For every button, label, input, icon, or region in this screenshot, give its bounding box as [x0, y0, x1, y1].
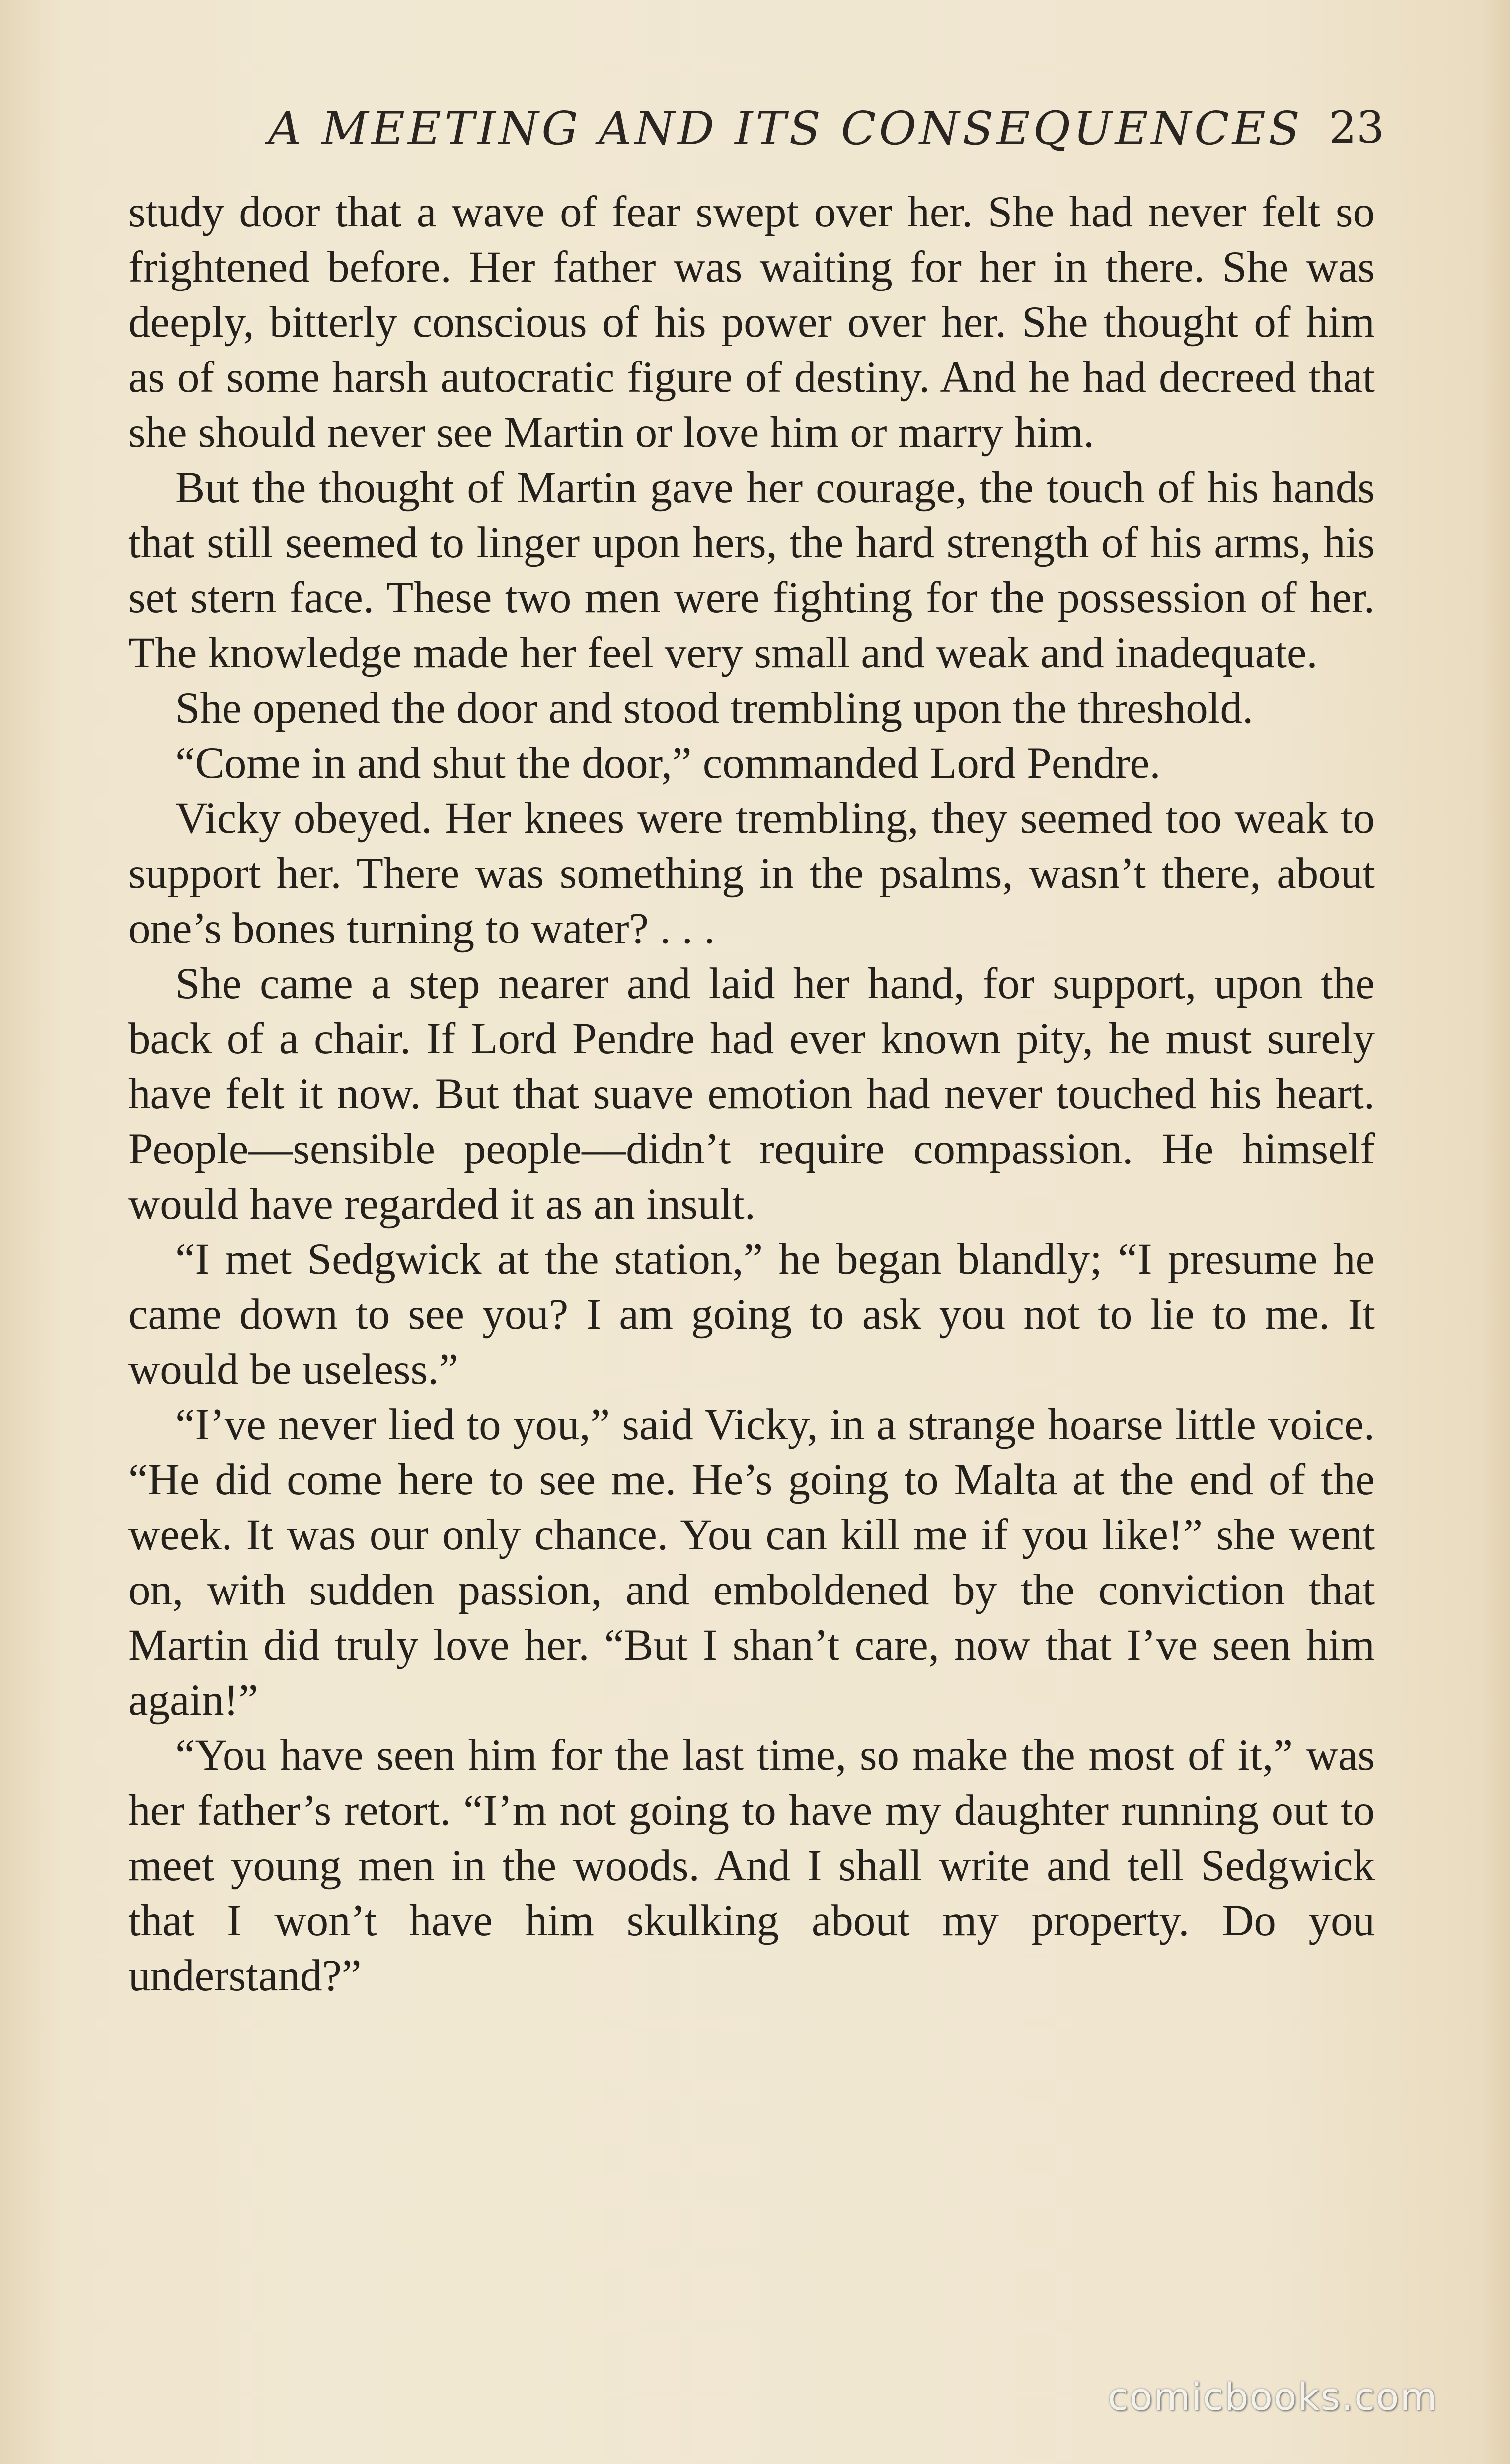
watermark: comicbooks.com	[1108, 2375, 1438, 2419]
paragraph-4: “Come in and shut the door,” commanded Lord Pendre.	[175, 739, 1161, 788]
paragraph-9: “You have seen him for the last time, so make the most of it,” was her father’s retort. “I’m not going to have my daughter running out to meet young men in the woods. And I shall write and tell Sedgwick that I won’t have him skulking about my property. Do you understand?”	[128, 1731, 1375, 2000]
paragraph-8: “I’ve never lied to you,” said Vicky, in a strange hoarse little voice. “He did come here to see me. He’s going to Malta at the end of the week. It was our only chance. You can kill me if you like!” she went on, with sudden passion, and emboldened by the conviction that Martin did truly love her. “But I shan’t care, now that I’ve seen him again!”	[128, 1400, 1375, 1725]
paragraph-6: She came a step nearer and laid her hand, for support, upon the back of a chair. If Lord Pendre had ever known pity, he must surely have felt it now. But that suave emotion had never touched his heart. People—sensible people—didn’t require compassion. He himself would have regarded it as an insult.	[128, 959, 1375, 1229]
paragraph-1: study door that a wave of fear swept over her. She had never felt so frightened before. Her father was waiting for her in there. She was deeply, bitterly conscious of his power over her. She thought of him as of some harsh autocratic figure of destiny. And he had decreed that she should never see Martin or love him or marry him.	[128, 188, 1375, 457]
paragraph-3: She opened the door and stood trembling upon the threshold.	[175, 684, 1254, 732]
paragraph-5: Vicky obeyed. Her knees were trembling, they seemed too weak to support her. There was something in the psalms, wasn’t there, about one’s bones turning to water? . . .	[128, 794, 1375, 953]
page-number: 23	[1329, 102, 1384, 153]
paragraph-7: “I met Sedgwick at the station,” he began blandly; “I presume he came down to see you? I am going to ask you not to lie to me. It would be useless.”	[128, 1235, 1375, 1394]
paragraph-2: But the thought of Martin gave her courage, the touch of his hands that still seemed to linger upon hers, the hard strength of his arms, his set stern face. These two men were fighting for the possession of her. The knowledge made her feel very small and weak and inadequate.	[128, 463, 1375, 677]
body-text	[128, 185, 1375, 2004]
running-header: A MEETING AND ITS CONSEQUENCES	[268, 102, 1303, 155]
